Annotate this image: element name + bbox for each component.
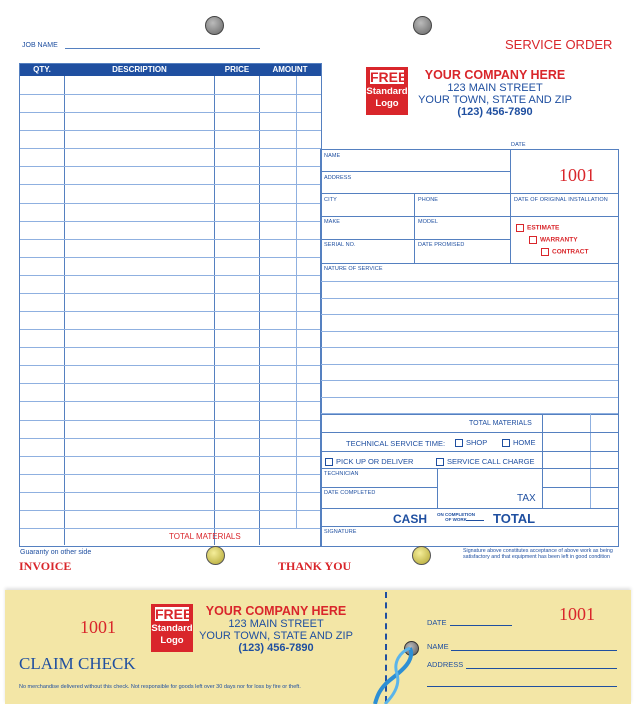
home-option[interactable] (502, 438, 536, 447)
header-description: DESCRIPTION (112, 65, 167, 74)
signature-note (463, 548, 613, 560)
divider (414, 193, 415, 263)
logo-free-text: FREE (370, 69, 408, 85)
form-title: SERVICE ORDER (505, 37, 613, 52)
table-row-line (20, 257, 321, 258)
col-divider (296, 76, 297, 528)
shop-label: SHOP (466, 438, 488, 447)
company-info (415, 68, 575, 119)
total-materials-label: TOTAL MATERIALS (469, 420, 532, 427)
tech-time-label: TECHNICAL SERVICE TIME: (346, 439, 446, 448)
divider (321, 171, 511, 172)
technician-label: TECHNICIAN (324, 471, 359, 477)
signature-note-line1: Signature above constitutes acceptance of above work as being (463, 548, 613, 554)
city-label: CITY (324, 197, 337, 203)
date-completed-label: DATE COMPLETED (324, 490, 376, 496)
items-total-label: TOTAL MATERIALS (169, 532, 241, 541)
divider (321, 432, 618, 433)
stub-name-line (451, 650, 617, 651)
divider (510, 150, 511, 263)
company-street: 123 MAIN STREET (447, 82, 543, 94)
nature-line (321, 347, 618, 348)
logo-line2: Logo (375, 98, 399, 109)
stub-number: 1001 (559, 604, 595, 624)
warranty-label: WARRANTY (540, 236, 578, 244)
install-label: DATE OF ORIGINAL INSTALLATION (514, 197, 608, 203)
table-row-line (20, 401, 321, 402)
pickup-option[interactable] (325, 457, 413, 466)
company-street: 123 MAIN STREET (228, 618, 324, 630)
table-row-line (20, 456, 321, 457)
make-label: MAKE (324, 219, 340, 225)
address-label: ADDRESS (324, 175, 352, 181)
company-phone: (123) 456-7890 (238, 642, 314, 654)
promised-label: DATE PROMISED (418, 242, 465, 248)
nature-line (321, 364, 618, 365)
warranty-option[interactable] (529, 236, 578, 244)
table-row-line (20, 293, 321, 294)
company-name: YOUR COMPANY HERE (424, 68, 566, 82)
claim-check-title: CLAIM CHECK (19, 654, 136, 673)
table-row-line (20, 420, 321, 421)
table-row-line (20, 365, 321, 366)
on-completion-line1: ON COMPLETION (437, 512, 475, 517)
contract-option[interactable] (541, 248, 588, 256)
shop-option[interactable] (455, 438, 487, 447)
nature-line (321, 298, 618, 299)
logo-line1: Standard (366, 86, 408, 97)
home-checkbox[interactable] (502, 439, 510, 447)
header-qty: QTY. (33, 65, 51, 74)
company-logo (366, 67, 408, 115)
divider (542, 487, 618, 488)
logo-free-text: FREE (155, 606, 193, 622)
nature-line (321, 331, 618, 332)
table-row-line (20, 438, 321, 439)
divider (437, 468, 438, 508)
contract-checkbox[interactable] (541, 248, 549, 256)
job-name-label: JOB NAME (22, 42, 58, 49)
table-row-line (20, 329, 321, 330)
nature-line (321, 281, 618, 282)
table-row-line (20, 130, 321, 131)
stub-extra-line (427, 686, 617, 687)
cash-label: CASH (393, 512, 428, 526)
divider (321, 468, 618, 469)
page-gap (0, 577, 638, 590)
header-amount: AMOUNT (272, 65, 308, 74)
nature-of-service-label: NATURE OF SERVICE (324, 266, 383, 272)
divider (321, 451, 618, 452)
nature-line (321, 380, 618, 381)
punch-hole-left (205, 16, 224, 35)
table-row-line (20, 221, 321, 222)
pickup-label: PICK UP OR DELIVER (336, 457, 414, 466)
warranty-checkbox[interactable] (529, 236, 537, 244)
home-label: HOME (513, 438, 536, 447)
table-row-line (20, 239, 321, 240)
table-row-line (20, 347, 321, 348)
table-row-line (20, 510, 321, 511)
claim-number: 1001 (80, 617, 116, 637)
table-row-line (20, 148, 321, 149)
punch-hole-bottom-left (206, 546, 225, 565)
table-row-line (20, 184, 321, 185)
claim-disclaimer: No merchandise delivered without this check. Not responsible for goods left over 30 days nor for loss by fire or theft. (19, 684, 301, 690)
service-call-option[interactable] (436, 457, 535, 466)
divider (321, 216, 618, 217)
phone-label: PHONE (418, 197, 439, 203)
pickup-checkbox[interactable] (325, 458, 333, 466)
table-row-line (20, 528, 321, 529)
claim-company-info (198, 604, 354, 655)
stub-name-label: NAME (427, 642, 449, 651)
serial-label: SERIAL NO. (324, 242, 356, 248)
divider (321, 508, 618, 509)
divider (321, 263, 618, 264)
signature-note-line2: satisfactory and that equipment has been left in good condition (463, 554, 610, 560)
divider (321, 239, 511, 240)
table-row-line (20, 275, 321, 276)
table-row-line (20, 474, 321, 475)
divider (321, 526, 618, 527)
logo-line1: Standard (151, 623, 193, 634)
estimate-checkbox[interactable] (516, 224, 524, 232)
invoice-label: INVOICE (19, 559, 72, 573)
divider (590, 414, 591, 508)
signature-label: SIGNATURE (324, 529, 357, 535)
job-name-line (65, 48, 260, 49)
table-row-line (20, 94, 321, 95)
order-number: 1001 (559, 165, 595, 185)
divider (321, 193, 618, 194)
estimate-option[interactable] (516, 224, 559, 232)
divider (542, 414, 543, 508)
date-label: DATE (511, 142, 526, 148)
on-completion-rule (466, 520, 484, 521)
nature-line (321, 314, 618, 315)
header-price: PRICE (224, 65, 250, 74)
divider (321, 487, 437, 488)
table-row-line (20, 311, 321, 312)
table-row-line (20, 166, 321, 167)
contract-label: CONTRACT (552, 248, 589, 256)
estimate-label: ESTIMATE (527, 224, 560, 232)
company-city: YOUR TOWN, STATE AND ZIP (418, 94, 572, 106)
table-row-line (20, 492, 321, 493)
string-tie (355, 640, 425, 704)
table-row-line (20, 112, 321, 113)
claim-company-logo (151, 604, 193, 652)
total-label: TOTAL (493, 511, 536, 526)
stub-date-line (450, 625, 512, 626)
stub-address-line (466, 668, 617, 669)
nature-line (321, 397, 618, 398)
model-label: MODEL (418, 219, 439, 225)
company-phone: (123) 456-7890 (457, 106, 533, 118)
service-call-checkbox[interactable] (436, 458, 444, 466)
thank-you-label: THANK YOU (278, 559, 352, 573)
stub-address-label: ADDRESS (427, 660, 464, 669)
table-row-line (20, 203, 321, 204)
tax-label: TAX (517, 493, 536, 504)
table-row-line (20, 383, 321, 384)
guaranty-note: Guaranty on other side (20, 549, 92, 556)
divider (321, 414, 618, 415)
punch-hole-right (413, 16, 432, 35)
stub-date-label: DATE (427, 618, 447, 627)
company-name: YOUR COMPANY HERE (205, 604, 347, 618)
name-label: NAME (324, 153, 341, 159)
shop-checkbox[interactable] (455, 439, 463, 447)
company-city: YOUR TOWN, STATE AND ZIP (199, 630, 353, 642)
punch-hole-bottom-right (412, 546, 431, 565)
logo-line2: Logo (160, 635, 184, 646)
on-completion-line2: OF WORK (445, 517, 467, 522)
service-call-label: SERVICE CALL CHARGE (447, 457, 535, 466)
